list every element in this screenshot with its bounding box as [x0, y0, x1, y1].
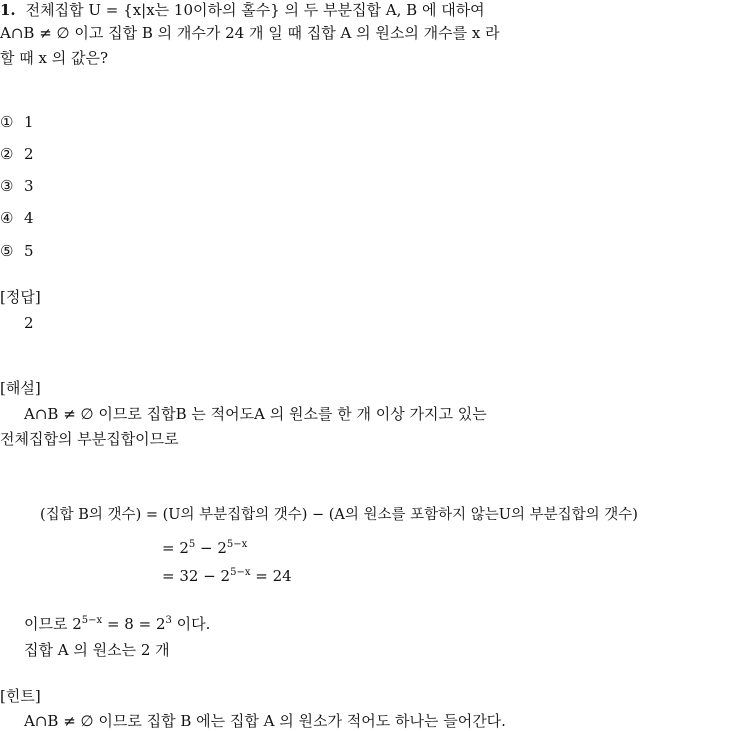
option-5[interactable] [0, 241, 34, 261]
hint-header: [힌트] [0, 687, 41, 705]
option-2[interactable] [0, 144, 34, 164]
conclusion-text: 이다. [171, 615, 211, 633]
option-marker: ② [0, 145, 14, 163]
equation-line-1: (집합 B의 갯수) = (U의 부분집합의 갯수) − (A의 원소를 포함하지 않는U의 부분집합의 갯수) [40, 507, 638, 523]
question-text-3: 할 때 x 의 값은? [0, 49, 109, 67]
equation-line-3 [162, 566, 292, 586]
option-4[interactable] [0, 208, 34, 228]
conclusion-text: 이므로 2 [24, 615, 82, 633]
equation-text: = 32 − 2 [162, 567, 231, 585]
question-text-2: A∩B ≠ ∅ 이고 집합 B 의 개수가 24 개 일 때 집합 A 의 원소의 개수를 x 라 [0, 24, 500, 42]
option-marker: ④ [0, 209, 14, 227]
exponent: 5 [188, 539, 196, 550]
question-number: 1. [0, 1, 16, 19]
exponent: 3 [165, 615, 172, 626]
exponent: 5−x [230, 567, 251, 578]
option-marker: ① [0, 113, 14, 131]
option-value: 2 [24, 145, 34, 163]
answer-value: 2 [24, 314, 34, 332]
option-value: 3 [24, 177, 34, 195]
equation-line-2 [162, 538, 247, 558]
conclusion-line-1 [24, 614, 210, 634]
equation-text: = 24 [250, 567, 292, 585]
conclusion-text: = 8 = 2 [102, 615, 166, 633]
exponent: 5−x [81, 615, 103, 626]
conclusion-line-2: 집합 A 의 원소는 2 개 [24, 641, 170, 659]
answer-header: [정답] [0, 288, 41, 306]
equation-text: = 2 [162, 539, 189, 557]
equation-text: − 2 [195, 539, 227, 557]
option-3[interactable] [0, 176, 34, 196]
option-1[interactable] [0, 112, 34, 132]
hint-text: A∩B ≠ ∅ 이므로 집합 B 에는 집합 A 의 원소가 적어도 하나는 들어간다. [24, 712, 506, 730]
option-marker: ③ [0, 177, 14, 195]
explanation-text-1: A∩B ≠ ∅ 이므로 집합B 는 적어도A 의 원소를 한 개 이상 가지고 있는 [24, 405, 487, 423]
question-line-1 [0, 0, 485, 20]
option-marker: ⑤ [0, 242, 14, 260]
explanation-header: [해설] [0, 379, 41, 397]
explanation-text-2: 전체집합의 부분집합이므로 [0, 430, 179, 448]
question-text-1: 전체집합 U = {x|x는 10이하의 홀수} 의 두 부분집합 A, B 에 대하여 [25, 1, 485, 19]
exponent: 5−x [226, 539, 248, 550]
option-value: 5 [24, 242, 34, 260]
option-value: 4 [24, 209, 34, 227]
option-value: 1 [24, 113, 34, 131]
